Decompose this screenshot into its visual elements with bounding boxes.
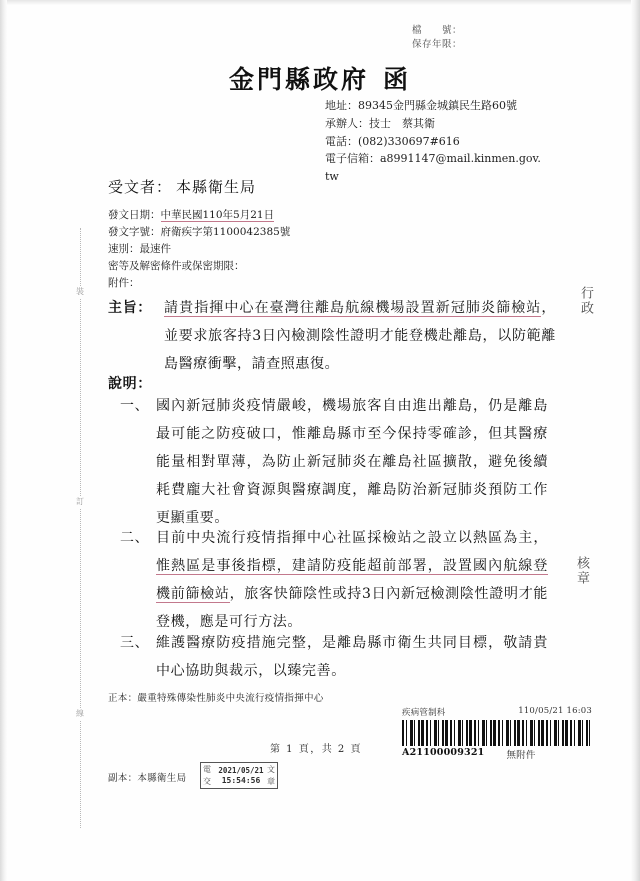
- subject-section: [108, 294, 556, 378]
- sender-contact-person: 承辦人：技士 蔡其衛: [325, 116, 435, 130]
- barcode-attachment-note: 無附件: [506, 750, 536, 761]
- subject-underlined-text: 請貴指揮中心在臺灣往離島航線機場設置新冠肺炎篩檢站: [164, 300, 542, 316]
- page-number: 第 1 頁，共 2 頁: [270, 744, 362, 755]
- issue-date-row: [108, 207, 290, 224]
- stamp-char-top-right: 文: [267, 765, 275, 774]
- barcode-block: [402, 706, 592, 761]
- page-title: [0, 60, 640, 96]
- item-1-number: 一、: [120, 398, 150, 414]
- page-edge-top: [0, 0, 640, 5]
- binding-char-2: 訂: [76, 497, 84, 506]
- archive-file-no-label: 檔 號：: [412, 25, 463, 36]
- stamp-char-top-left: 電: [203, 765, 211, 774]
- subject-rest-text: ，並要求旅客持3日內檢測陰性證明才能登機赴離島，以防範離島醫療衝擊，請查照惠復。: [164, 300, 556, 372]
- doc-no-value: 府衛疾字第1100042385號: [160, 226, 291, 238]
- document-meta: [108, 207, 290, 292]
- sender-email-continued: tw: [325, 170, 339, 184]
- document-type-label: 函: [383, 65, 412, 94]
- doc-no-label: 發文字號：: [108, 226, 161, 238]
- sender-email: 電子信箱：a8991147@mail.kinmen.gov.: [325, 152, 541, 166]
- secrecy-label: 密等及解密條件或保密期限：: [108, 260, 245, 272]
- item-2-text: [156, 524, 548, 636]
- subject-body: [164, 294, 556, 378]
- item-2-text-underlined: 惟熱區是事後指標，建請防疫能超前部署，設置國內航線登機前篩檢站: [156, 558, 548, 602]
- recipient-line: [108, 176, 256, 197]
- distribution-copy: [108, 770, 186, 784]
- sender-info: [325, 97, 575, 186]
- barcode-footer: [402, 747, 592, 761]
- page-edge-right: [631, 0, 640, 881]
- item-3-number: 三、: [120, 635, 150, 651]
- attachment-label: 附件：: [108, 277, 140, 289]
- item-2-text-pre: 目前中央流行疫情指揮中心社區採檢站之設立以熱區為主，: [156, 530, 548, 546]
- issue-date-value: 中華民國110年5月21日: [160, 209, 275, 221]
- seal-mark-lower: 核章: [574, 556, 589, 586]
- recipient-value: 本縣衛生局: [176, 178, 257, 196]
- binding-char-3: 線: [76, 709, 84, 718]
- speed-label: 速別：: [108, 243, 140, 255]
- received-stamp: [200, 762, 278, 789]
- issue-date-label: 發文日期：: [108, 209, 161, 221]
- seal-mark-upper: 行政: [578, 286, 593, 316]
- distribution-main-label: 正本：: [108, 693, 138, 704]
- explanation-item-3: [120, 629, 560, 685]
- binding-line: [76, 228, 93, 828]
- stamp-time: 15:54:56: [221, 776, 261, 785]
- distribution-main-value: 嚴重特殊傳染性肺炎中央流行疫情指揮中心: [137, 693, 324, 704]
- distribution-copy-label: 副本：: [108, 773, 138, 784]
- item-1-text: 國內新冠肺炎疫情嚴峻，機場旅客自由進出離島，仍是離島最可能之防疫破口，惟離島縣市至今保持零確診，但其醫療能量相對單薄，為防止新冠肺炎在離島社區擴散，避免後續耗費龐大社會資源與醫療調度，離島防治新冠肺炎預防工作更顯重要。: [156, 398, 548, 526]
- recipient-label: 受文者：: [108, 178, 173, 196]
- stamp-char-bottom-right: 章: [267, 777, 275, 786]
- barcode-department: 疾病管制科: [402, 708, 446, 718]
- stamp-char-bottom-left: 交: [203, 777, 211, 786]
- item-2-number: 二、: [120, 530, 150, 546]
- archive-header: [412, 24, 462, 52]
- archive-retention-label: 保存年限：: [412, 38, 463, 50]
- stamp-date: 2021/05/21: [218, 766, 264, 775]
- distribution-main: [108, 690, 324, 704]
- page-edge-left: [0, 0, 7, 881]
- doc-no-row: [108, 224, 290, 241]
- speed-row: [108, 241, 290, 258]
- barcode-header: [402, 706, 592, 718]
- sender-address: 地址：89345金門縣金城鎮民生路60號: [325, 99, 517, 112]
- barcode-image: [402, 720, 590, 746]
- explanation-item-2: [120, 524, 560, 636]
- explanation-label: 說明：: [108, 376, 152, 392]
- explanation-item-1: [120, 392, 560, 532]
- item-2-text-post: ，旅客快篩陰性或持3日內新冠檢測陰性證明才能登機，應是可行方法。: [156, 586, 549, 630]
- binding-char-1: 裝: [76, 287, 84, 296]
- subject-label: 主旨：: [108, 300, 152, 316]
- barcode-code: A21100009321: [402, 747, 485, 758]
- speed-value: 最速件: [139, 243, 171, 255]
- item-3-text: 維護醫療防疫措施完整，是離島縣市衛生共同目標，敬請貴中心協助與裁示，以臻完善。: [156, 635, 548, 679]
- barcode-datetime: 110/05/21 16:03: [518, 706, 592, 716]
- issuing-agency-name: 金門縣政府: [228, 65, 369, 94]
- sender-phone: 電話：(082)330697#616: [325, 134, 460, 148]
- distribution-copy-value: 本縣衛生局: [137, 773, 187, 784]
